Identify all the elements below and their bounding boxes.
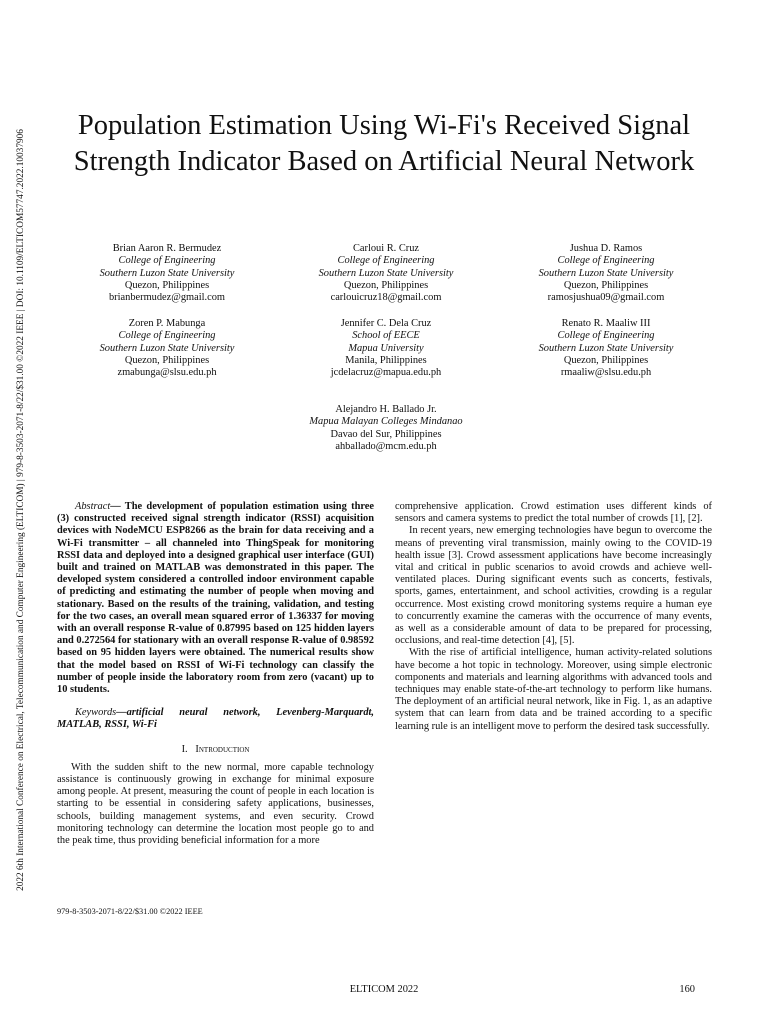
author-block-4	[57, 318, 277, 379]
doi-sidebar-text: 2022 6th International Conference on Electrical, Telecommunication and Computer Engineering (ELTICOM) | 979-8-3503-2071-8/22/$31.00 ©2022 IEEE | DOI: 10.1109/ELTICOM57747.2022.10037906	[16, 129, 26, 891]
author-university: Mapua University	[348, 342, 424, 354]
author-location: Quezon, Philippines	[563, 279, 649, 291]
author-email: carlouicruz18@gmail.com	[330, 292, 442, 304]
author-university: Southern Luzon State University	[318, 267, 454, 279]
paragraph: With the sudden shift to the new normal, more capable technology assistance is continuously growing in exchange for minimal exposure among people. At present, measuring the count of people in each location is starting to be essential in considering safety applications, businesses, schools, building management systems, and even security. Crowd monitoring technology can determine the location most people go to and the peak time, thus providing beneficial information for a more	[57, 761, 374, 847]
author-block-3	[496, 243, 716, 304]
author-location: Quezon, Philippines	[124, 279, 210, 291]
conference-footer: ELTICOM 2022	[349, 984, 419, 995]
author-email: ahballado@mcm.edu.ph	[335, 440, 437, 452]
author-location: Quezon, Philippines	[124, 354, 210, 366]
paragraph-continued: comprehensive application. Crowd estimation uses different kinds of sensors and camera systems to predict the total number of crowds [1], [2].	[395, 501, 712, 525]
author-affiliation: College of Engineering	[337, 255, 435, 267]
author-name: Alejandro H. Ballado Jr.	[335, 404, 437, 415]
section-number: I.	[181, 743, 188, 755]
author-block-7	[261, 404, 511, 453]
section-title: Introduction	[195, 743, 250, 755]
author-university: Southern Luzon State University	[99, 342, 235, 354]
keywords	[57, 707, 374, 731]
author-university: Southern Luzon State University	[99, 267, 235, 279]
author-location: Manila, Philippines	[345, 354, 427, 366]
author-email: jcdelacruz@mapua.edu.ph	[330, 367, 442, 379]
author-location: Quezon, Philippines	[563, 354, 649, 366]
page-number: 160	[679, 984, 695, 995]
paper-title: Population Estimation Using Wi-Fi's Received Signal Strength Indicator Based on Artificial Neural Network	[73, 110, 695, 177]
author-affiliation: College of Engineering	[118, 255, 216, 267]
author-block-5	[276, 318, 496, 379]
author-name: Carloui R. Cruz	[352, 243, 420, 254]
author-name: Jennifer C. Dela Cruz	[340, 318, 432, 329]
author-name: Brian Aaron R. Bermudez	[112, 243, 222, 254]
author-affiliation: College of Engineering	[557, 330, 655, 342]
author-name: Jushua D. Ramos	[569, 243, 643, 254]
author-affiliation: College of Engineering	[118, 330, 216, 342]
right-column	[395, 501, 712, 733]
section-heading-introduction	[57, 744, 374, 756]
author-name: Zoren P. Mabunga	[128, 318, 206, 329]
author-block-6	[496, 318, 716, 379]
author-email: brianbermudez@gmail.com	[108, 292, 226, 304]
author-affiliation: College of Engineering	[557, 255, 655, 267]
doi-sidebar	[14, 108, 28, 912]
copyright-footnote: 979-8-3503-2071-8/22/$31.00 ©2022 IEEE	[57, 907, 203, 916]
author-affiliation: School of EECE	[352, 330, 420, 342]
author-university: Southern Luzon State University	[538, 267, 674, 279]
author-email: ramosjushua09@gmail.com	[547, 292, 665, 304]
keywords-lead: Keywords	[75, 707, 117, 719]
author-university: Southern Luzon State University	[538, 342, 674, 354]
abstract	[57, 501, 374, 696]
author-location: Davao del Sur, Philippines	[330, 428, 442, 440]
author-location: Quezon, Philippines	[343, 279, 429, 291]
keywords-text: —artificial neural network, Levenberg-Marquardt, MATLAB, RSSI, Wi-Fi	[57, 707, 374, 731]
paragraph: With the rise of artificial intelligence, human activity-related solutions have become a hot topic in technology. Moreover, using simple electronic components and materials and learning algorithms with advanced tools and techniques may enable state-of-the-art technology to perform like humans. The deployment of an artificial neural network, like in Fig. 1, as an adaptive system that can learn from data and be trained according to a specific learning rule is an intelligent move to perform the desired task successfully.	[395, 647, 712, 732]
left-column	[57, 501, 374, 847]
author-block-2	[276, 243, 496, 304]
author-email: zmabunga@slsu.edu.ph	[117, 367, 217, 379]
abstract-text: — The development of population estimation using three (3) constructed received signal strength indicator (RSSI) acquisition devices with NodeMCU ESP8266 as the brain for data receiving and a Wi-Fi transmitter – all channeled into ThingSpeak for monitoring RSSI data and deployed into a designed graphical user interface (GUI) built and trained on MATLAB was demonstrated in this paper. The developed system considered a controlled indoor environment capable of predicting and estimating the number of people when moving and stationary. Based on the results of the training, validation, and testing for the two cases, an overall mean squared error of 1.36337 for moving with an overall response R-value of 0.87995 based on 125 hidden layers and 0.272564 for stationary with an overall response R-value of 0.98592 based on 95 hidden layers were obtained. The numerical results show that the model based on RSSI of Wi-Fi technology can classify the number of people inside the laboratory room from zero (vacant) up to 10 students.	[57, 501, 374, 696]
author-affiliation: Mapua Malayan Colleges Mindanao	[309, 416, 463, 428]
author-name: Renato R. Maaliw III	[561, 318, 651, 329]
author-email: rmaaliw@slsu.edu.ph	[560, 367, 652, 379]
abstract-lead: Abstract	[75, 501, 111, 512]
paragraph: In recent years, new emerging technologies have begun to overcome the means of preventing viral transmission, mainly owing to the COVID-19 health issue [3]. Crowd assessment applications have become increasingly vital and critical in public scenarios to avoid crowds and achieve well-ventilated places. During significant events such as concerts, festivals, sports, games, entertainment, and school activities, crowding is a regular occurrence. Most existing crowd monitoring systems require a human eye to concurrently examine the cameras with the occurrence of many events, as well as a considerable amount of data to be prepared for processing, occlusions, and real-time detection [4], [5].	[395, 525, 712, 647]
author-block-1	[57, 243, 277, 304]
